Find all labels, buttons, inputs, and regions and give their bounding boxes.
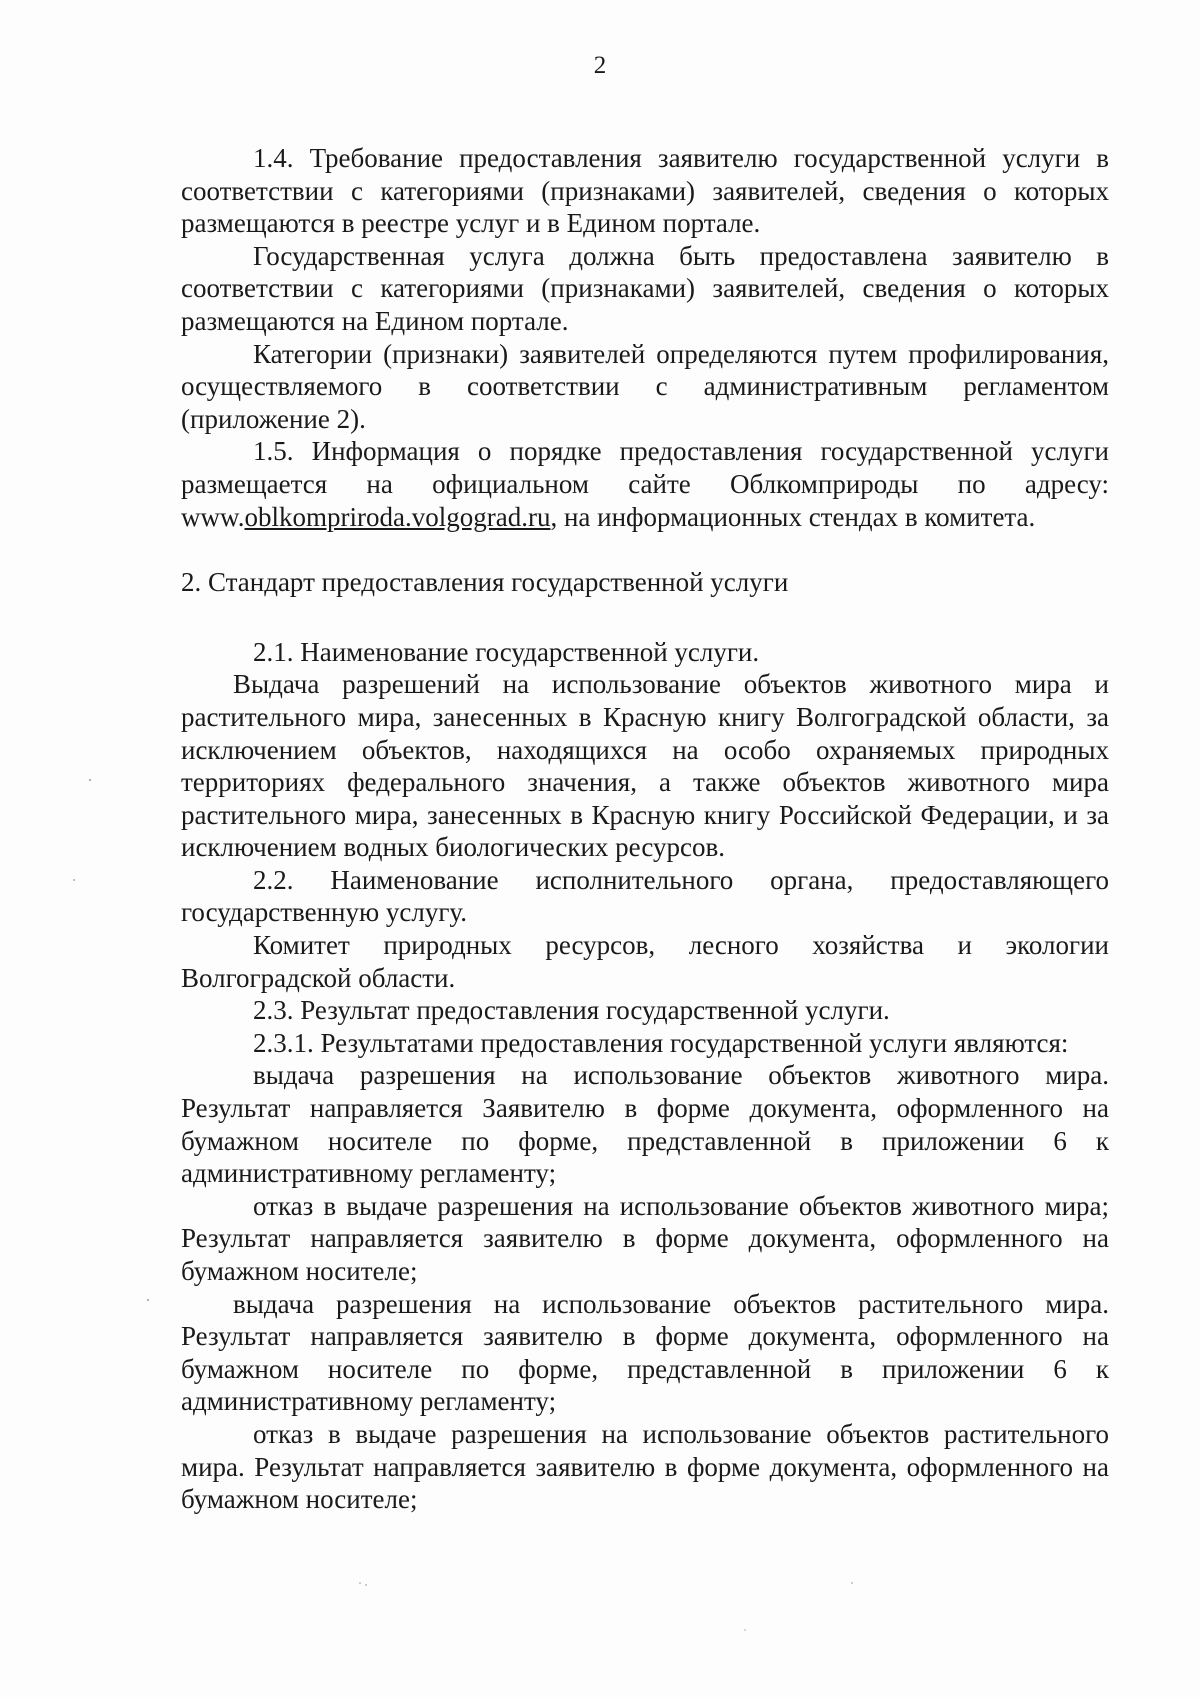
paragraph-2-3: 2.3. Результат предоставления государственной услуги. [253, 995, 890, 1026]
paragraph-2-1: 2.1. Наименование государственной услуги. [253, 636, 760, 667]
paragraph-2-2-text: Комитет природных ресурсов, лесного хозяйства и экологии Волгоградской области. [181, 930, 1109, 993]
result-item-1: выдача разрешения на использование объектов животного мира. Результат направляется Заявителю в форме документа, оформленного на бумажном носителе по форме, представленной в приложении 6 к административному регламенту; [181, 1060, 1109, 1189]
website-link[interactable]: oblkompriroda.volgograd.ru [244, 501, 551, 532]
result-item-2: отказ в выдаче разрешения на использование объектов животного мира; Результат направляется заявителю в форме документа, оформленного на бумажном носителе; [181, 1190, 1109, 1286]
paragraph-2-3-1: 2.3.1. Результатами предоставления государственной услуги являются: [253, 1027, 1069, 1058]
paragraph-1-5-tail: , на информационных стендах в комитета. [550, 501, 1036, 532]
paragraph-2-2: 2.2. Наименование исполнительного органа, предоставляющего государственную услугу. [181, 864, 1109, 928]
paragraph-1-4-categories: Категории (признаки) заявителей определяются путем профилирования, осуществляемого в соответствии с административным регламентом (приложение 2). [181, 338, 1109, 434]
paragraph-2-1-text: Выдача разрешений на использование объектов животного мира и растительного мира, занесенных в Красную книгу Волгоградской области, за исключением объектов, находящихся на особо охраняемых природных территориях федерального значения, а также объектов животного мира растительного мира, занесенных в Красную книгу Российской Федерации, и за исключением водных биологических ресурсов. [181, 669, 1109, 863]
paragraph-1-4-service: Государственная услуга должна быть предоставлена заявителю в соответствии с категориями (признаками) заявителей, сведения о которых размещаются на Едином портале. [181, 240, 1109, 336]
page-number: 2 [593, 52, 607, 79]
paragraph-1-4: 1.4. Требование предоставления заявителю государственной услуги в соответствии с категориями (признаками) заявителей, сведения о которых размещаются в реестре услуг и в Едином портале. [181, 143, 1109, 239]
result-item-3: выдача разрешения на использование объектов растительного мира. Результат направляется заявителю в форме документа, оформленного на бумажном носителе по форме, представленной в приложении 6 к административному регламенту; [181, 1288, 1109, 1417]
result-item-4: отказ в выдаче разрешения на использование объектов растительного мира. Результат направляется заявителю в форме документа, оформленного на бумажном носителе; [181, 1418, 1109, 1515]
paragraph-1-5-text: 1.5. Информация о порядке предоставления государственной услуги размещается на официальном сайте Облкомприроды по адресу: www. [181, 436, 1109, 532]
section-2-heading: 2. Стандарт предоставления государственной услуги [181, 567, 789, 598]
